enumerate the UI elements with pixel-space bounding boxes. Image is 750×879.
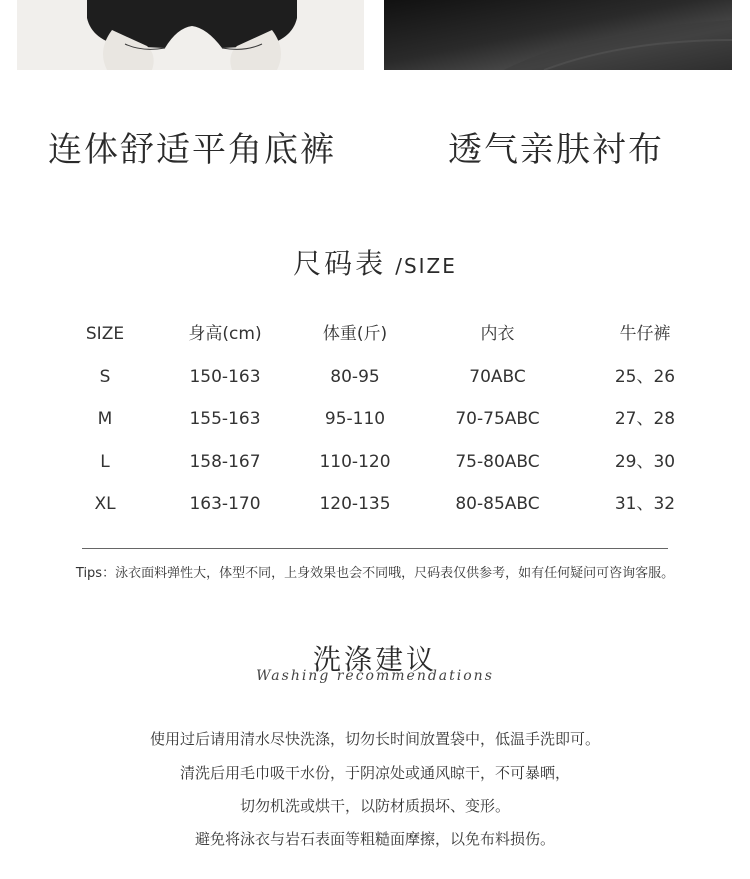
washing-line: 避免将泳衣与岩石表面等粗糙面摩擦，以免布料损伤。 — [194, 830, 555, 848]
cell-weight: 80-95 — [330, 366, 380, 387]
divider — [82, 548, 668, 549]
cell-size: L — [100, 451, 110, 472]
fabric-lining-illustration — [384, 0, 732, 70]
cell-jeans: 27、28 — [614, 409, 676, 429]
header-height: 身高(cm) — [188, 324, 262, 344]
size-chart-title-zh: 尺码表 — [293, 247, 387, 280]
cell-bra: 80-85ABC — [455, 494, 540, 514]
table-row — [50, 361, 710, 404]
size-table-header — [50, 318, 710, 361]
cell-size: XL — [94, 494, 116, 514]
washing-subtitle: Washing recommendations — [256, 668, 494, 684]
cell-height: 163-170 — [189, 494, 261, 514]
cell-weight: 120-135 — [319, 494, 391, 514]
fabric-lining-photo — [384, 0, 732, 70]
cell-height: 158-167 — [189, 451, 261, 472]
washing-line: 清洗后用毛巾吸干水份，于阴凉处或通风晾干，不可暴晒， — [179, 764, 570, 782]
cell-size: S — [99, 366, 111, 387]
size-chart-title-en: /SIZE — [395, 254, 457, 278]
header-size: SIZE — [85, 324, 125, 344]
feature-title-bottom: 连体舒适平角底裤 — [48, 130, 336, 170]
cell-height: 155-163 — [189, 409, 261, 429]
swimsuit-bottom-photo — [17, 0, 364, 70]
cell-size: M — [97, 409, 113, 429]
cell-jeans: 25、26 — [614, 366, 676, 387]
cell-bra: 70ABC — [469, 366, 526, 387]
header-weight: 体重(斤) — [322, 324, 388, 344]
header-bra: 内衣 — [480, 324, 515, 344]
cell-jeans: 29、30 — [614, 451, 676, 472]
washing-title: 洗涤建议 — [312, 643, 437, 676]
cell-bra: 75-80ABC — [455, 451, 540, 472]
cell-weight: 95-110 — [324, 409, 386, 429]
feature-title-lining: 透气亲肤衬布 — [448, 130, 664, 170]
size-chart-title — [0, 242, 750, 282]
table-row — [50, 446, 710, 489]
tips-text: Tips：泳衣面料弹性大，体型不同，上身效果也会不同哦，尺码表仅供参考，如有任何疑问可咨询客服。 — [75, 566, 675, 581]
cell-jeans: 31、32 — [614, 494, 676, 514]
washing-line: 切勿机洗或烘干，以防材质损坏、变形。 — [239, 797, 510, 815]
cell-bra: 70-75ABC — [455, 409, 540, 429]
washing-line: 使用过后请用清水尽快洗涤，切勿长时间放置袋中，低温手洗即可。 — [149, 730, 600, 748]
table-row — [50, 403, 710, 446]
cell-weight: 110-120 — [319, 451, 391, 472]
cell-height: 150-163 — [189, 366, 261, 387]
header-jeans: 牛仔裤 — [619, 324, 671, 344]
table-row — [50, 488, 710, 531]
size-table — [50, 318, 710, 531]
swimsuit-bottom-illustration — [17, 0, 364, 70]
